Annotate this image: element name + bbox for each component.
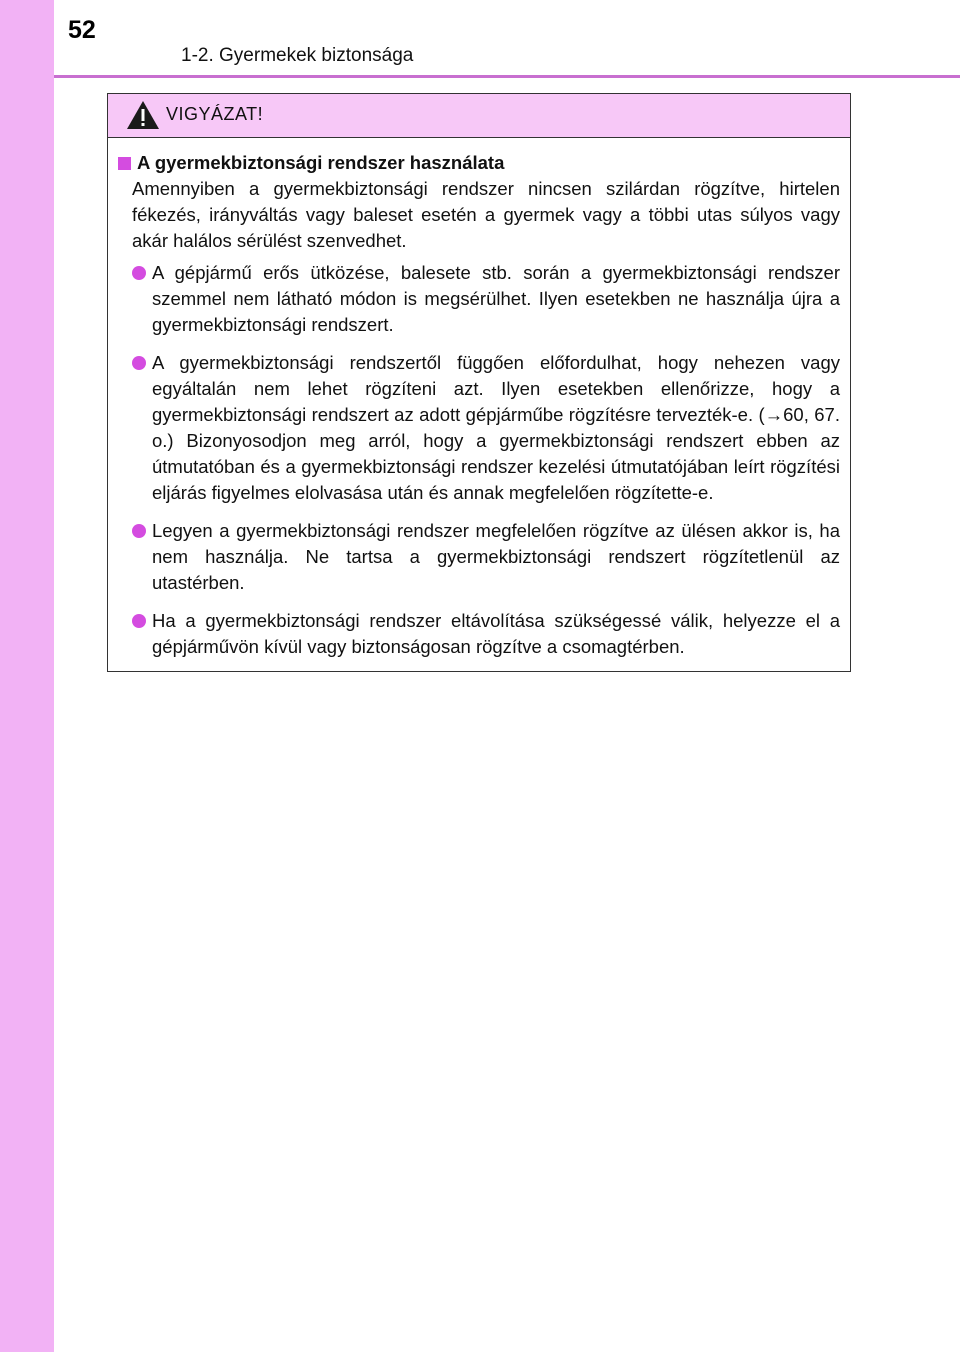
list-item <box>132 260 840 338</box>
list-item-text: Legyen a gyermekbiztonsági rendszer megfelelően rögzítve az ülésen akkor is, ha nem használja. Ne tartsa a gyermekbiztonsági rendszert rögzítetlenül az utastérben. <box>152 520 840 593</box>
circle-bullet-icon <box>132 614 146 628</box>
list-item-text: Ha a gyermekbiztonsági rendszer eltávolítása szükségessé válik, helyezze el a gépjárművön kívül vagy biztonságosan rögzítve a csomagtérben. <box>152 610 840 657</box>
list-item <box>132 350 840 506</box>
warning-header <box>108 94 850 138</box>
list-item-text: A gyermekbiztonsági rendszertől függően előfordulhat, hogy nehezen vagy egyáltalán nem lehet rögzíteni azt. Ilyen esetekben ellenőrizze, hogy a gyermekbiztonsági rendszert az adott gépjárműbe rögzítésre tervezték-e. (→60, 67. o.) Bizonyosodjon meg arról, hogy a gyermekbiztonsági rendszert ebben az útmutatóban és a gyermekbiztonsági rendszer kezelési útmutatójában leírt rögzítési eljárás figyelmes elolvasása után és annak megfelelően rögzítette-e. <box>152 352 840 503</box>
section-heading-text: A gyermekbiztonsági rendszer használata <box>137 152 505 173</box>
chapter-sidebar-tab <box>0 0 54 1352</box>
section-heading <box>118 150 840 176</box>
intro-paragraph: Amennyiben a gyermekbiztonsági rendszer nincsen szilárdan rögzítve, hirtelen fékezés, irányváltás vagy baleset esetén a gyermek vagy a többi utas súlyos vagy akár halálos sérülést szenvedhet. <box>132 178 840 251</box>
circle-bullet-icon <box>132 524 146 538</box>
circle-bullet-icon <box>132 356 146 370</box>
warning-box <box>107 93 851 672</box>
warning-label: VIGYÁZAT! <box>166 104 264 124</box>
list-item <box>132 608 840 660</box>
header-divider <box>54 75 960 78</box>
circle-bullet-icon <box>132 266 146 280</box>
list-item <box>132 518 840 596</box>
chapter-title: 1-2. Gyermekek biztonsága <box>181 45 414 66</box>
list-item-text: A gépjármű erős ütközése, balesete stb. során a gyermekbiztonsági rendszer szemmel nem látható módon is megsérülhet. Ilyen esetekben ne használja újra a gyermekbiztonsági rendszert. <box>152 262 840 335</box>
warning-body <box>108 138 850 660</box>
warning-triangle-icon <box>126 100 160 130</box>
page-number: 52 <box>68 16 96 44</box>
square-bullet-icon <box>118 157 131 170</box>
